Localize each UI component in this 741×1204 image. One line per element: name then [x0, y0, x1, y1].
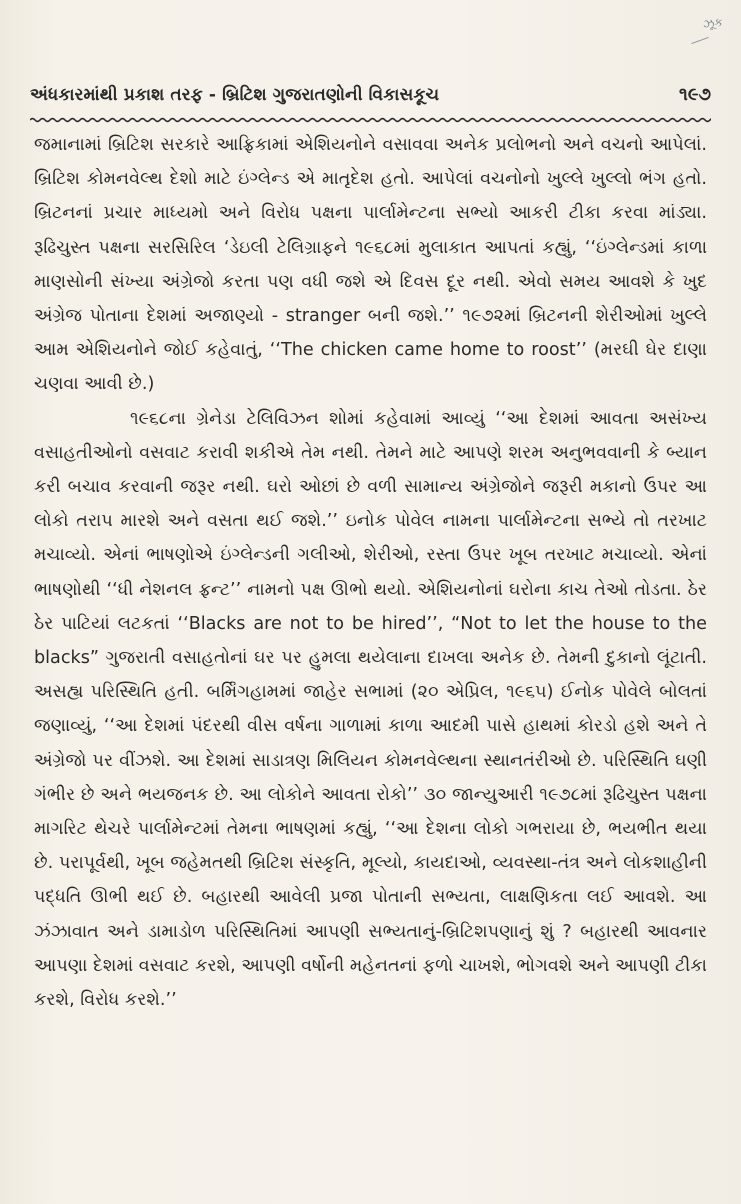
page-number: ૧૯૭ — [679, 84, 711, 105]
paragraph-2: ૧૯૬૮ના ગ્રેનેડા ટેલિવિઝન શોમાં કહેવામાં આવ્યું ‘‘આ દેશમાં આવતા અસંખ્ય વસાહતીઓનો વસવાટ કરાવી શકીએ તેમ નથી. તેમને માટે આપણે શરમ અનુભવવાની કે બ્યાન કરી બચાવ કરવાની જરૂર નથી. ઘરો ઓછાં છે વળી સામાન્ય અંગ્રેજોને જરૂરી મકાનો ઉપર આ લોકો તરાપ મારશે અને વસતા થઈ જશે.’’ ઇનોક પોવેલ નામના પાર્લામેન્ટના સભ્યે તો તરખાટ મચાવ્યો. એનાં ભાષણોએ ઇંગ્લેન્ડની ગલીઓ, શેરીઓ, રસ્તા ઉપર ખૂબ તરખાટ મચાવ્યો. એનાં ભાષણોથી ‘‘ધી નેશનલ ફ્રન્ટ’’ નામનો પક્ષ ઊભો થયો. એશિયનોનાં ઘરોના કાચ તેઓ તોડતા. ઠેર ઠેર પાટિયાં લટકતાં ‘‘Blacks are not to be hired’’, “Not to let the house to the blacks” ગુજરાતી વસાહતોનાં ઘર પર હુમલા થયેલાના દાખલા અનેક છે. તેમની દુકાનો લૂંટાતી. અસહ્ય પરિસ્થિતિ હતી. બર્મિંગહામમાં જાહેર સભામાં (૨૦ એપ્રિલ, ૧૯૬૫) ઈનોક પોવેલે બોલતાં જણાવ્યું, ‘‘આ દેશમાં પંદરથી વીસ વર્ષના ગાળામાં કાળા આદમી પાસે હાથમાં કોરડો હશે અને તે અંગ્રેજો પર વીંઝશે. આ દેશમાં સાડાત્રણ મિલિયન કોમનવેલ્થના સ્થાનતંરીઓ છે. પરિસ્થિતિ ઘણી ગંભીર છે અને ભયજનક છે. આ લોકોને આવતા રોકો’’ ૩૦ જાન્યુઆરી ૧૯૭૮માં રૂઢિચુસ્ત પક્ષના માગરિટ થેચરે પાર્લામેન્ટમાં તેમના ભાષણમાં કહ્યું, ‘‘આ દેશના લોકો ગભરાયા છે, ભયભીત થયા છે. પરાપૂર્વથી, ખૂબ જહેમતથી બ્રિટિશ સંસ્કૃતિ, મૂલ્યો, કાયદાઓ, વ્યવસ્થા-તંત્ર અને લોકશાહીની પદ્ધતિ ઊભી થઈ છે. બહારથી આવેલી પ્રજા પોતાની સભ્યતા, લાક્ષણિકતા લઈ આવશે. આ ઝંઝાવાત અને ડામાડોળ પરિસ્થિતિમાં આપણી સભ્યતાનું-બ્રિટિશપણાનું શું ? બહારથી આવનાર આપણા દેશમાં વસવાટ કરશે, આપણી વર્ષોની મહેનતનાં ફળો ચાખશે, ભોગવશે અને આપણી ટીકા કરશે, વિરોધ કરશે.’’ — [34, 408, 707, 1011]
running-head: અંધકારમાંથી પ્રકાશ તરફ - બ્રિટિશ ગુજરાતણોની વિકાસકૂચ — [30, 85, 440, 105]
page-header — [30, 84, 711, 114]
pencil-mark — [691, 37, 708, 44]
pencil-annotation: ઝૂક — [702, 14, 724, 32]
header-wavy-rule — [30, 116, 711, 124]
body-text — [34, 128, 707, 1017]
paragraph-1: જમાનામાં બ્રિટિશ સરકારે આફ્રિકામાં એશિયનોને વસાવવા અનેક પ્રલોભનો અને વચનો આપેલાં. બ્રિટિશ કોમનવેલ્થ દેશો માટે ઇંગ્લેન્ડ એ માતૃદેશ હતો. આપેલાં વચનોનો ખુલ્લે ખુલ્લો ભંગ હતો. બ્રિટનનાં પ્રચાર માધ્યમો અને વિરોધ પક્ષના પાર્લામેન્ટના સભ્યો આકરી ટીકા કરવા માંડ્યા. રૂઢિચુસ્ત પક્ષના સરસિરિલ ‘ડેઇલી ટેલિગ્રાફને ૧૯૬૮માં મુલાકાત આપતાં કહ્યું, ‘‘ઇંગ્લેન્ડમાં કાળા માણસોની સંખ્યા અંગ્રેજો કરતા પણ વધી જશે એ દિવસ દૂર નથી. એવો સમય આવશે કે ખુદ અંગ્રેજ પોતાના દેશમાં અજાણ્યો - stranger બની જશે.’’ ૧૯૭૨માં બ્રિટનની શેરીઓમાં ખુલ્લે આમ એશિયનોને જોઈ કહેવાતું, ‘‘The chicken came home to roost’’ (મરઘી ઘેર દાણા ચણવા આવી છે.) — [34, 135, 707, 395]
